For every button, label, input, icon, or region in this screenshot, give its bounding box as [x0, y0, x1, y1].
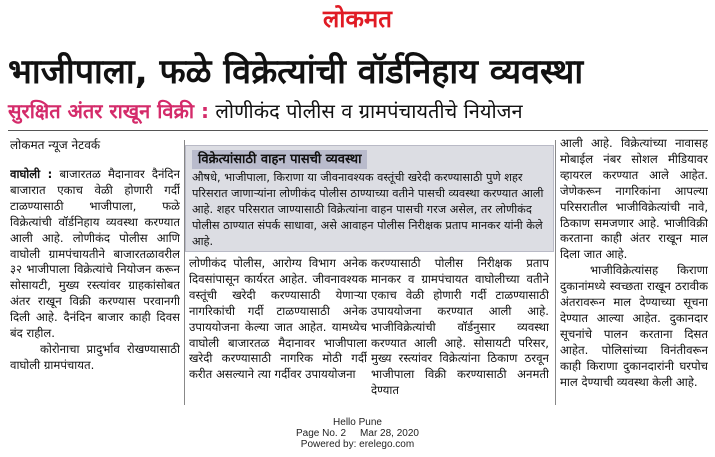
col1-paragraph-2: कोरोनाचा प्रादुर्भाव रोखण्यासाठी वाघोली ग्रामपंचायत.: [10, 341, 180, 372]
dateline: वाघोली :: [10, 167, 53, 181]
col4-paragraph-1: आली आहे. विक्रेत्यांच्या नावासह मोबाईल नंबर सोशल मीडियावर व्हायरल करण्यात आले आहेत. जेणेकरून नागरिकांना आपल्या परिसरातील भाजीविक्रेत्यांची नावे, ठिकाण समजणार आहे. भाजीविक्री करताना काही अंतर राखून माल दिला जात आहे.: [560, 136, 708, 262]
col3-paragraph-1: करण्यासाठी पोलीस निरीक्षक प्रताप मानकर व ग्रामपंचायत वाघोलीच्या वतीने एकाच वेळी होणारी गर्दी टाळण्यासाठी उपाययोजना करण्यात आली आहे. भाजीविक्रेत्यांची वॉर्डनुसार व्यवस्था करण्यात आली आहे. सोसायटी परिसर, मुख्य रस्त्यांवर विक्रेत्यांना ठिकाण ठरवून भाजीपाला विक्री करण्यासाठी अनमती देण्यात: [371, 256, 549, 398]
footer-powered-by[interactable]: Powered by: erelego.com: [300, 439, 415, 450]
article-column-3: [371, 256, 549, 399]
info-box: [185, 145, 554, 252]
subheadline-lead: सुरक्षित अंतर राखून विक्री :: [8, 99, 209, 123]
article-column-2: [189, 256, 367, 383]
col1-paragraph-1: बाजारतळ मैदानावर दैनंदिन बाजारात एकाच वेळी होणारी गर्दी टाळण्यासाठी भाजीपाला, फळे विक्रेत्यांची वॉर्डनिहाय व्यवस्था करण्यात आली आहे. लोणीकंद पोलीस आणि वाघोली ग्रामपंचायतीने बाजारतळावरील ३२ भाजीपाला विक्रेत्यांचे नियोजन करून सोसायटी, मुख्य रस्त्यांवर ग्राहकांसोबत अंतर राखून विक्री करण्यास परवानगी दिली आहे. दैनंदिन बाजार काही दिवस बंद राहील.: [10, 167, 180, 341]
subheadline: [8, 98, 708, 124]
footer-page: Page No. 2: [296, 428, 347, 439]
info-box-title: विक्रेत्यांसाठी वाहन पासची व्यवस्था: [192, 150, 367, 169]
headline-divider: [8, 130, 708, 131]
column-divider: [555, 140, 556, 405]
footer-edition: Hello Pune: [333, 417, 382, 428]
masthead-logo: लोकमत: [323, 5, 392, 33]
headline: भाजीपाला, फळे विक्रेत्यांची वॉर्डनिहाय व्यवस्था: [8, 52, 584, 92]
footer-date: Mar 28, 2020: [360, 428, 419, 439]
page-footer: [0, 417, 715, 450]
article-column-4: [560, 136, 708, 391]
byline: लोकमत न्यूज नेटवर्क: [10, 138, 101, 152]
info-box-text: औषधे, भाजीपाला, किराणा या जीवनावश्यक वस्तूंची खरेदी करण्यासाठी पुणे शहर परिसरात जाणाऱ्यांना लोणीकंद पोलीस ठाण्याच्या वतीने पासची व्यवस्था करण्यात आली आहे. शहर परिसरात जाण्यासाठी विक्रेत्यांना वाहन पासची गरज असेल, तर लोणीकंद पोलीस ठाण्यात संपर्क साधावा, असे आवाहन पोलीस निरीक्षक प्रताप मानकर यांनी केले आहे.: [192, 171, 544, 248]
footer-page-date: [0, 428, 715, 439]
col4-paragraph-2: भाजीविक्रेत्यांसह किराणा दुकानांमध्ये स्वच्छता राखून ठरावीक अंतरावरून माल देण्याच्या सूचना देण्यात आल्या आहेत. दुकानदार सूचनांचे पालन करताना दिसत आहेत. पोलिसांच्या विनंतीवरून काही किराणा दुकानदारांनी घरपोच माल देण्याची व्यवस्था केली आहे.: [560, 263, 708, 389]
subheadline-rest: लोणीकंद पोलीस व ग्रामपंचायतीचे नियोजन: [215, 99, 523, 123]
article-column-1: [10, 167, 180, 374]
col2-paragraph-1: लोणीकंद पोलीस, आरोग्य विभाग अनेक दिवसांपासून कार्यरत आहेत. जीवनावश्यक वस्तूंची खरेदी करण्यासाठी येणाऱ्या नागरिकांची गर्दी टाळण्यासाठी अनेक उपाययोजना केल्या जात आहेत. यामध्येच वाघोली बाजारतळ मैदानावर भाजीपाला खरेदी करण्यासाठी नागरिक मोठी गर्दी करीत असल्याने त्या गर्दीवर उपाययोजना: [189, 256, 367, 382]
